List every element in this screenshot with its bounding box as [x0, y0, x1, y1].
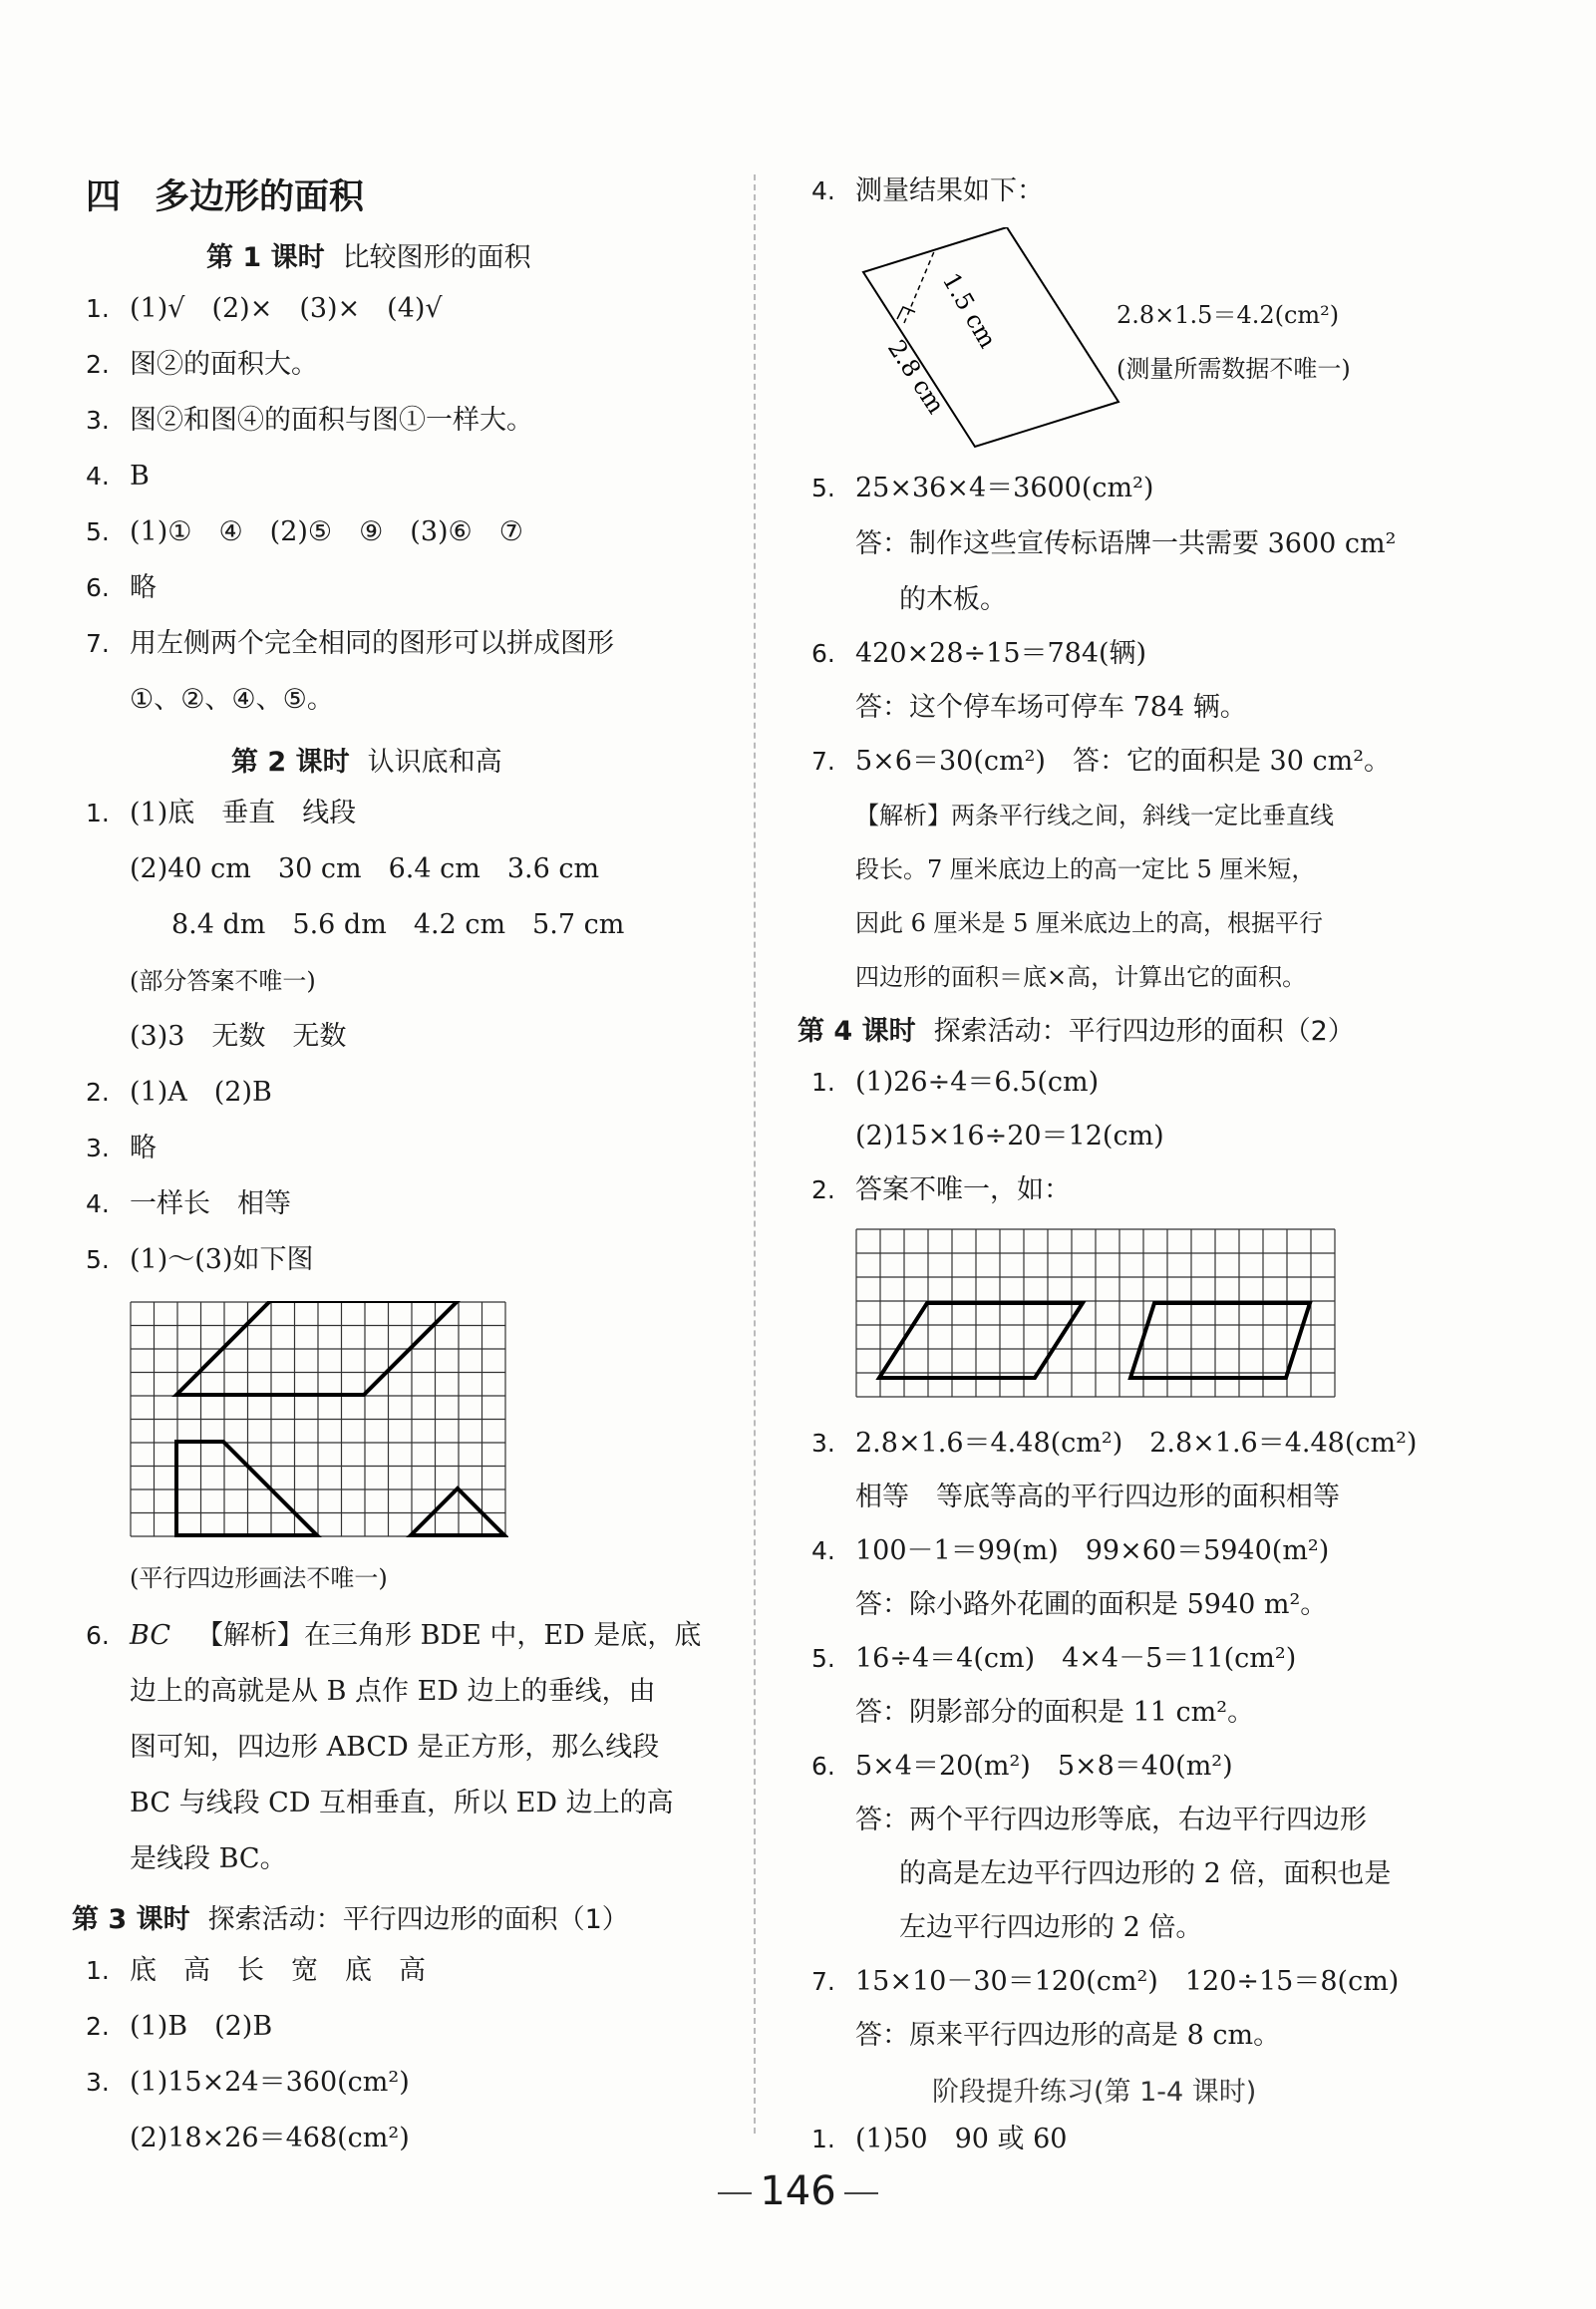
- answer-l2-6-e: 是线段 BC。: [130, 1843, 287, 1874]
- lesson-label: 第 2 课时: [231, 747, 350, 778]
- answer-l4-6-b: 答：两个平行四边形等底，右边平行四边形: [855, 1805, 1367, 1835]
- trapezoid-shape: [176, 1442, 317, 1535]
- answer-l2-1-part3: (3)3 无数 无数: [130, 1021, 347, 1052]
- lesson-label: 第 3 课时: [72, 1904, 190, 1935]
- answer-l2-1-part2: (2)40 cm 30 cm 6.4 cm 3.6 cm: [130, 853, 600, 884]
- answer-l1-5: 5. (1)① ④ (2)⑤ ⑨ (3)⑥ ⑦: [86, 516, 523, 547]
- chapter-heading: [86, 169, 364, 219]
- answer-r-7-b: 【解析】两条平行线之间，斜线一定比垂直线: [855, 802, 1334, 829]
- answer-r-5-b: 答：制作这些宣传标语牌一共需要 3600 cm²: [855, 528, 1397, 559]
- answer-l4-4-b: 答：除小路外花圃的面积是 5940 m²。: [855, 1589, 1328, 1620]
- answer-r-6: 6. 420×28÷15＝784(辆): [811, 638, 1147, 669]
- lesson-2-heading: [231, 740, 502, 779]
- answer-l2-6-b: 边上的高就是从 B 点作 ED 边上的垂线，由: [130, 1676, 656, 1707]
- answer-l1-2: 2. 图②的面积大。: [86, 349, 318, 380]
- answer-r-4: 4. 测量结果如下：: [811, 175, 1044, 206]
- answer-l4-5-b: 答：阴影部分的面积是 11 cm²。: [855, 1697, 1255, 1728]
- parallelogram-shape: [176, 1301, 458, 1395]
- answer-l1-7: 7. 用左侧两个完全相同的图形可以拼成图形: [86, 628, 614, 659]
- base-label: 2.8 cm: [881, 335, 951, 420]
- answer-l2-4: 4. 一样长 相等: [86, 1188, 291, 1219]
- answer-l1-3: 3. 图②和图④的面积与图①一样大。: [86, 405, 533, 436]
- answer-l3-1: 1. 底 高 长 宽 底 高: [86, 1955, 426, 1986]
- answer-l3-2: 2. (1)B (2)B: [86, 2011, 273, 2042]
- answer-l4-1-b: (2)15×16÷20＝12(cm): [855, 1121, 1164, 1152]
- answer-l3-3-b: (2)18×26＝468(cm²): [130, 2123, 410, 2153]
- lesson-4-heading: [798, 1009, 1355, 1048]
- answer-r-7-e: 四边形的面积＝底×高，计算出它的面积。: [855, 963, 1307, 991]
- figure-area-equation: 2.8×1.5＝4.2(cm²): [1117, 301, 1340, 329]
- answer-l1-6: 6. 略: [86, 572, 157, 603]
- lesson-1-heading: [206, 235, 531, 274]
- lesson-label: 第 4 课时: [798, 1016, 916, 1047]
- chapter-number: 四: [86, 177, 122, 217]
- answer-l4-7-b: 答：原来平行四边形的高是 8 cm。: [855, 2020, 1281, 2051]
- answer-l4-4: 4. 100－1＝99(m) 99×60＝5940(m²): [811, 1535, 1330, 1566]
- parallelogram-shape: [1130, 1303, 1310, 1378]
- answer-r-7-c: 段长。7 厘米底边上的高一定比 5 厘米短，: [855, 855, 1316, 883]
- answer-l2-6-d: BC 与线段 CD 互相垂直，所以 ED 边上的高: [130, 1788, 674, 1818]
- answer-l4-3: 3. 2.8×1.6＝4.48(cm²) 2.8×1.6＝4.48(cm²): [811, 1428, 1418, 1459]
- answer-l1-1: 1. (1)√ (2)× (3)× (4)√: [86, 293, 443, 324]
- grid-figure-right: [855, 1228, 1336, 1406]
- answer-l4-3-b: 相等 等底等高的平行四边形的面积相等: [855, 1482, 1340, 1512]
- measured-parallelogram-figure: [857, 227, 1136, 467]
- figure-note: (平行四边形画法不唯一): [130, 1564, 388, 1592]
- answer-r-7: 7. 5×6＝30(cm²) 答：它的面积是 30 cm²。: [811, 746, 1392, 777]
- answer-r-7-d: 因此 6 厘米是 5 厘米底边上的高，根据平行: [855, 909, 1324, 937]
- column-divider: [754, 174, 756, 2134]
- answer-l2-1: 1. (1)底 垂直 线段: [86, 798, 357, 828]
- lesson-3-heading: [72, 1897, 629, 1936]
- lesson-label: 第 1 课时: [206, 242, 325, 273]
- answer-l2-6-c: 图可知，四边形 ABCD 是正方形，那么线段: [130, 1732, 660, 1763]
- stage-practice-heading: 阶段提升练习(第 1-4 课时): [932, 2077, 1257, 2108]
- figure-note: (测量所需数据不唯一): [1117, 355, 1351, 383]
- answer-l4-6: 6. 5×4＝20(m²) 5×8＝40(m²): [811, 1751, 1233, 1782]
- lesson-title: 比较图形的面积: [342, 242, 531, 273]
- answer-l2-1-note: (部分答案不唯一): [130, 967, 316, 995]
- answer-l2-5: 5. (1)～(3)如下图: [86, 1244, 314, 1275]
- answer-l4-6-d: 左边平行四边形的 2 倍。: [899, 1912, 1203, 1943]
- answer-l2-3: 3. 略: [86, 1133, 157, 1163]
- answer-l2-6: 6. BC 【解析】在三角形 BDE 中，ED 是底，底: [86, 1620, 702, 1651]
- chapter-title: 多边形的面积: [155, 177, 365, 217]
- grid-figure-left: [130, 1301, 508, 1537]
- answer-l1-7-cont: ①、②、④、⑤。: [130, 684, 334, 715]
- answer-l1-4: 4. B: [86, 461, 150, 492]
- answer-l4-5: 5. 16÷4＝4(cm) 4×4－5＝11(cm²): [811, 1643, 1297, 1674]
- answer-r-5: 5. 25×36×4＝3600(cm²): [811, 473, 1154, 503]
- answer-l4-7: 7. 15×10－30＝120(cm²) 120÷15＝8(cm): [811, 1966, 1400, 1997]
- answer-l2-2: 2. (1)A (2)B: [86, 1077, 272, 1108]
- lesson-title: 探索活动：平行四边形的面积（2）: [933, 1016, 1355, 1047]
- answer-r-6-b: 答：这个停车场可停车 784 辆。: [855, 692, 1247, 723]
- triangle-shape: [411, 1488, 504, 1535]
- parallelogram-shape: [879, 1303, 1083, 1378]
- answer-l4-2: 2. 答案不唯一，如：: [811, 1174, 1071, 1205]
- page-number: 146: [0, 2168, 1596, 2214]
- lesson-title: 探索活动：平行四边形的面积（1）: [207, 1904, 629, 1935]
- answer-r-5-c: 的木板。: [899, 584, 1007, 615]
- answer-l4-1: 1. (1)26÷4＝6.5(cm): [811, 1067, 1100, 1098]
- answer-l2-1-part2b: 8.4 dm 5.6 dm 4.2 cm 5.7 cm: [171, 909, 625, 940]
- lesson-title: 认识底和高: [367, 747, 502, 778]
- height-label: 1.5 cm: [936, 268, 1003, 354]
- answer-l3-3: 3. (1)15×24＝360(cm²): [86, 2067, 410, 2098]
- answer-l4-6-c: 的高是左边平行四边形的 2 倍，面积也是: [899, 1858, 1392, 1889]
- answer-stage-1: 1. (1)50 90 或 60: [811, 2124, 1068, 2154]
